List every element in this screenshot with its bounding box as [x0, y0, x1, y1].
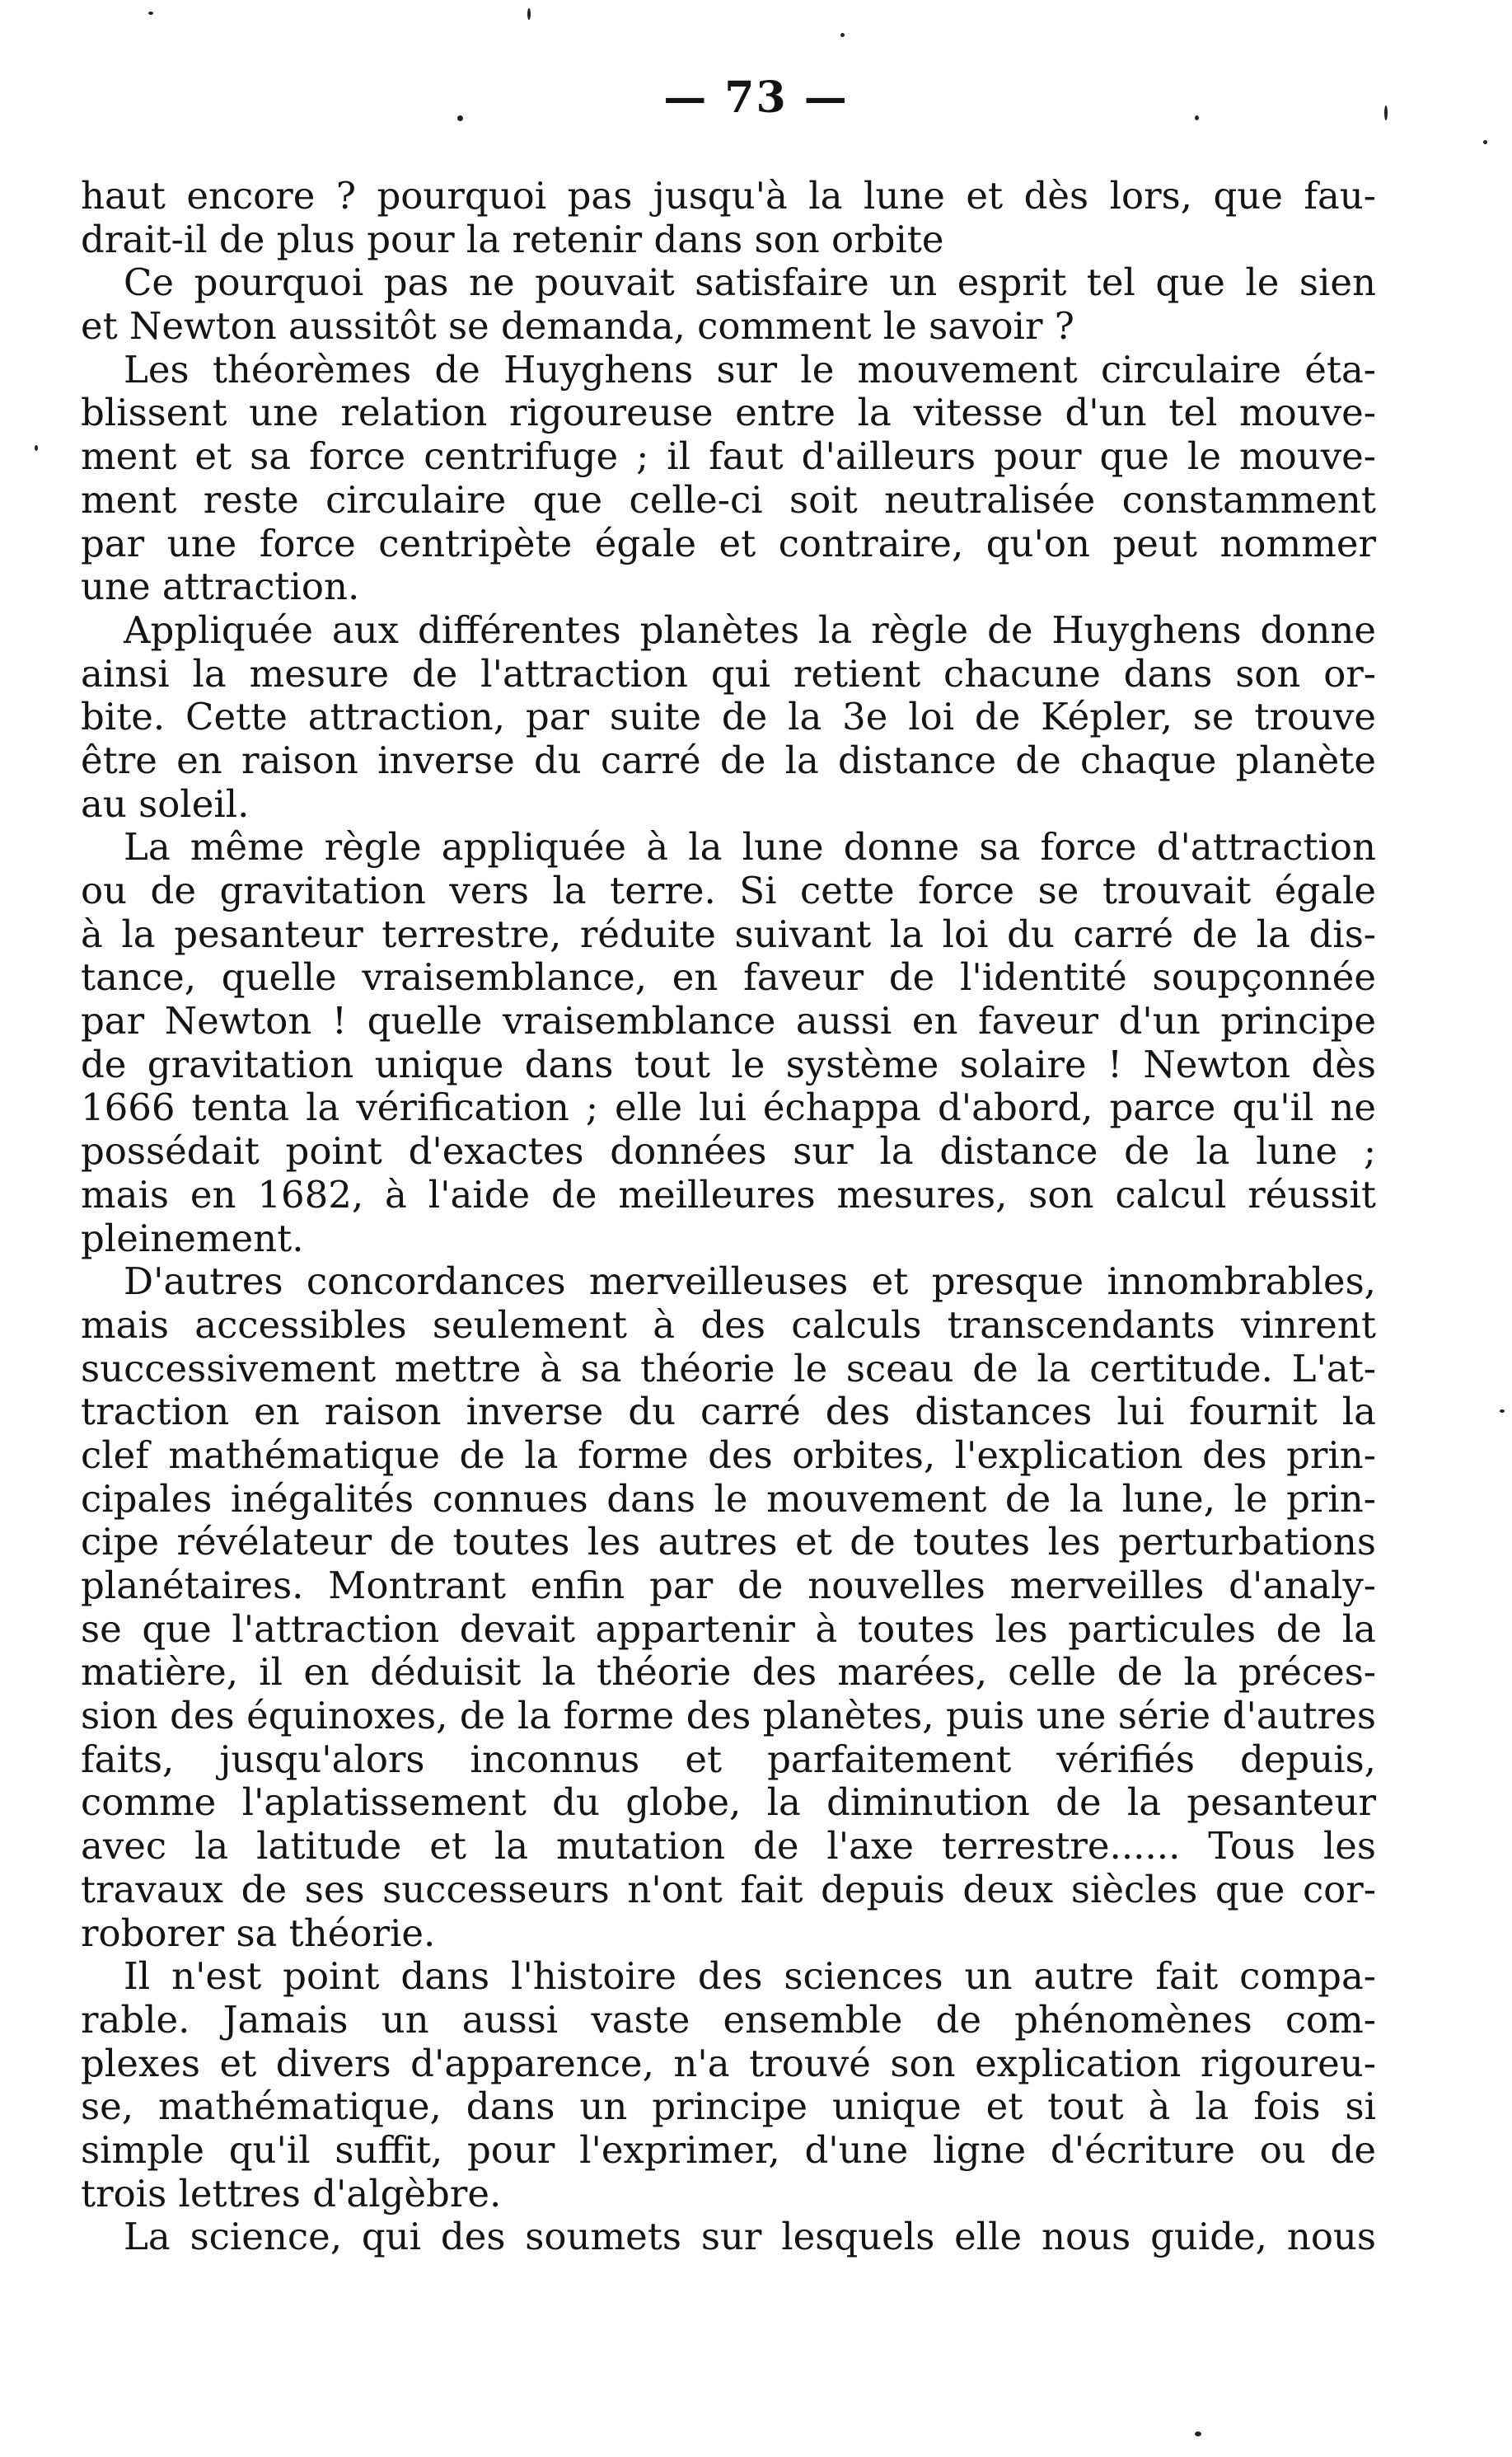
text-line: possédait point d'exactes données sur la distance de la lune ; — [81, 1130, 1376, 1174]
text-line: au soleil. — [81, 782, 250, 826]
scan-speck — [527, 8, 531, 20]
text-line: par une force centripète égale et contraire, qu'on peut nommer — [81, 522, 1376, 565]
scan-speck — [1195, 2431, 1201, 2436]
text-line: planétaires. Montrant enfin par de nouvelles merveilles d'analy- — [81, 1564, 1376, 1607]
text-line: matière, il en déduisit la théorie des marées, celle de la préces- — [81, 1651, 1376, 1695]
text-line: plexes et divers d'apparence, n'a trouvé son explication rigoureu- — [81, 2042, 1376, 2085]
text-line: rable. Jamais un aussi vaste ensemble de phénomènes com- — [81, 1998, 1376, 2042]
text-line: se, mathématique, dans un principe unique et tout à la fois si — [81, 2085, 1376, 2129]
text-line: blissent une relation rigoureuse entre la vitesse d'un tel mouve- — [81, 392, 1376, 435]
text-line: D'autres concordances merveilleuses et presque innombrables, — [124, 1260, 1376, 1304]
text-line: roborer sa théorie. — [81, 1911, 436, 1955]
text-line: se que l'attraction devait appartenir à toutes les particules de la — [81, 1607, 1376, 1651]
text-line: une attraction. — [81, 565, 360, 609]
text-line: mais en 1682, à l'aide de meilleures mesures, son calcul réussit — [81, 1173, 1376, 1217]
text-line: pleinement. — [81, 1217, 304, 1260]
text-line: La même règle appliquée à la lune donne sa force d'attraction — [124, 826, 1376, 870]
text-line: 1666 tenta la vérification ; elle lui échappa d'abord, parce qu'il ne — [81, 1086, 1376, 1130]
scan-speck — [840, 33, 845, 37]
text-line: Ce pourquoi pas ne pouvait satisfaire un esprit tel que le sien — [124, 261, 1376, 305]
text-line: sion des équinoxes, de la forme des planètes, puis une série d'autres — [81, 1695, 1376, 1738]
text-line: travaux de ses successeurs n'ont fait depuis deux siècles que cor- — [81, 1868, 1376, 1911]
text-line: ainsi la mesure de l'attraction qui retient chacune dans son or- — [81, 652, 1376, 696]
text-line: La science, qui des soumets sur lesquels elle nous guide, nous — [124, 2216, 1376, 2259]
text-line: avec la latitude et la mutation de l'axe terrestre...... Tous les — [81, 1825, 1376, 1869]
text-line: traction en raison inverse du carré des distances lui fournit la — [81, 1390, 1376, 1434]
text-line: Appliquée aux différentes planètes la règle de Huyghens donne — [124, 608, 1376, 652]
text-line: de gravitation unique dans tout le système solaire ! Newton dès — [81, 1043, 1376, 1086]
scan-speck — [1500, 1409, 1505, 1413]
text-line: cipales inégalités connues dans le mouvement de la lune, le prin- — [81, 1477, 1376, 1521]
text-line: mais accessibles seulement à des calculs transcendants vinrent — [81, 1303, 1376, 1347]
text-line: cipe révélateur de toutes les autres et de toutes les perturbations — [81, 1521, 1376, 1564]
text-line: Il n'est point dans l'histoire des sciences un autre fait compa- — [124, 1955, 1376, 1999]
text-line: clef mathématique de la forme des orbites, l'explication des prin- — [81, 1433, 1376, 1477]
scan-speck — [148, 12, 153, 15]
body-text — [81, 175, 1376, 2259]
text-line: à la pesanteur terrestre, réduite suivant la loi du carré de la dis- — [81, 912, 1376, 956]
text-line: ment et sa force centrifuge ; il faut d'ailleurs pour que le mouve- — [81, 435, 1376, 479]
text-line: Les théorèmes de Huyghens sur le mouvement circulaire éta- — [124, 348, 1376, 392]
text-line: ment reste circulaire que celle-ci soit neutralisée constamment — [81, 478, 1376, 522]
text-line: ou de gravitation vers la terre. Si cette force se trouvait égale — [81, 870, 1376, 912]
text-line: simple qu'il suffit, pour l'exprimer, d'une ligne d'écriture ou de — [81, 2128, 1376, 2172]
scan-speck — [1483, 140, 1487, 144]
text-line: être en raison inverse du carré de la distance de chaque planète — [81, 739, 1376, 782]
text-line: faits, jusqu'alors inconnus et parfaitement vérifiés depuis, — [81, 1737, 1376, 1781]
text-line: comme l'aplatissement du globe, la diminution de la pesanteur — [81, 1781, 1376, 1825]
text-line: drait-il de plus pour la retenir dans son orbite — [81, 218, 944, 261]
text-line: successivement mettre à sa théorie le sceau de la certitude. L'at- — [81, 1347, 1376, 1390]
text-line: bite. Cette attraction, par suite de la 3e loi de Képler, se trouve — [81, 696, 1376, 739]
page-number: — 73 — — [663, 73, 849, 123]
text-line: par Newton ! quelle vraisemblance aussi en faveur d'un principe — [81, 1000, 1376, 1043]
text-line: tance, quelle vraisemblance, en faveur de l'identité soupçonnée — [81, 956, 1376, 1000]
text-line: haut encore ? pourquoi pas jusqu'à la lune et dès lors, que fau- — [81, 175, 1376, 218]
text-line: trois lettres d'algèbre. — [81, 2172, 502, 2216]
text-line: et Newton aussitôt se demanda, comment le savoir ? — [81, 305, 1074, 349]
scan-speck — [35, 445, 38, 451]
